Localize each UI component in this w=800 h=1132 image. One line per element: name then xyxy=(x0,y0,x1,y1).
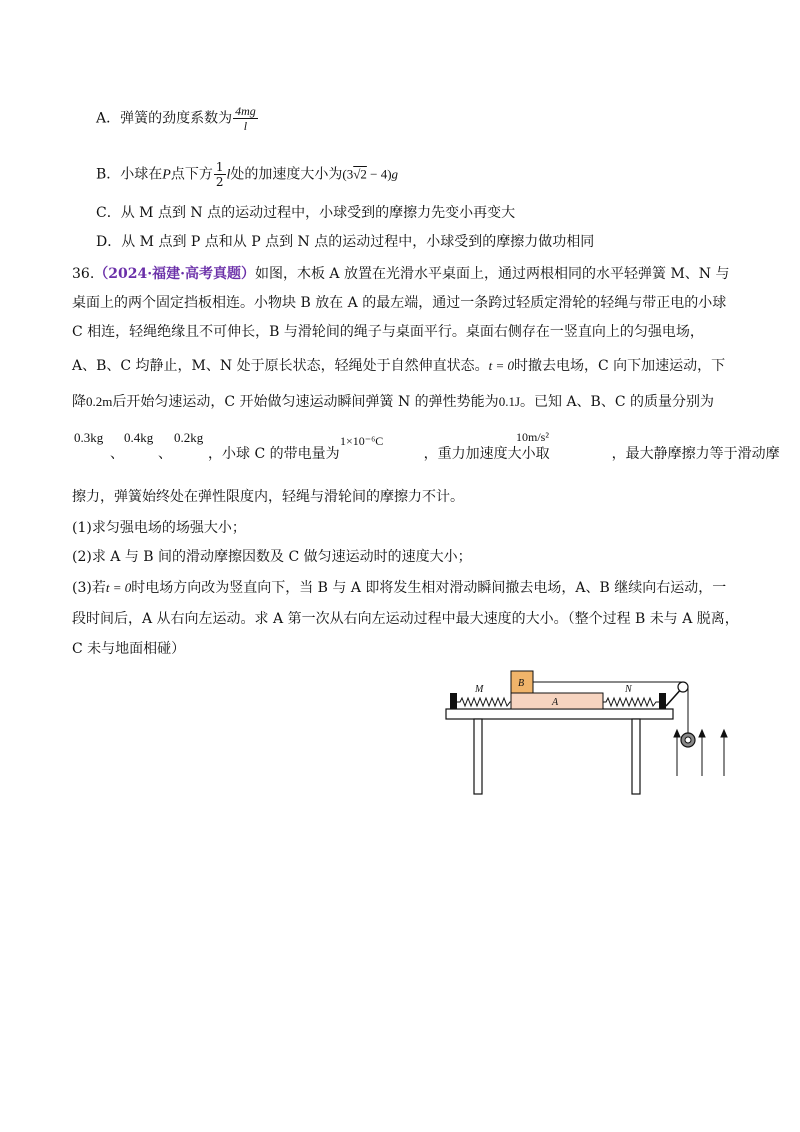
sub-question-3-line-2: 段时间后，A 从右向左运动。求 A 第一次从右向左运动过程中最大速度的大小。（整个过程 B 未与 A 脱离， xyxy=(72,611,739,627)
fraction-4mg-over-l: $\frac{4mg}{l}$ xyxy=(235,104,256,133)
question-36-line-6: 、 、 ，小球 C 的带电量为 ，重力加速度大小取 ，最大静摩擦力等于滑动摩 xyxy=(110,446,780,462)
right-stopper xyxy=(659,693,666,709)
time-zero: t = 0 xyxy=(488,358,514,373)
question-36-line-2: 桌面上的两个固定挡板相连。小物块 B 放在 A 的最左端，通过一条跨过轻质定滑轮的轻绳与带正电的小球 xyxy=(72,295,727,311)
fraction-one-half: $\frac{1}{2}$ xyxy=(215,160,224,189)
label-m: M xyxy=(475,684,484,695)
table-leg-right xyxy=(632,719,640,794)
option-b: B．小球在P点下方 $\frac{1}{2}$ l处的加速度大小为(3√2 − 4)g xyxy=(96,160,399,189)
left-stopper xyxy=(450,693,457,709)
option-a xyxy=(96,104,259,133)
charge-value: 1×10⁻⁶C xyxy=(340,434,384,448)
label-a: A xyxy=(552,697,559,708)
gravity-value: 10m/s² xyxy=(516,430,549,444)
pulley xyxy=(678,682,688,692)
table-top xyxy=(446,709,673,719)
option-c: C．从 M 点到 N 点的运动过程中，小球受到的摩擦力先变小再变大 xyxy=(96,205,516,221)
physics-figure xyxy=(440,668,740,798)
mass-c: 0.2kg xyxy=(174,430,204,445)
option-a-text: A．弹簧的劲度系数为 xyxy=(96,110,233,127)
question-36-line-4: A、B、C 均静止，M、N 处于原长状态，轻绳处于自然伸直状态。t = 0时撤去电场，C 向下加速运动，下 xyxy=(72,358,726,374)
label-n: N xyxy=(625,684,632,695)
sub-question-2: (2)求 A 与 B 间的滑动摩擦因数及 C 做匀速运动时的速度大小； xyxy=(72,549,472,565)
question-36-line-5: 降0.2m后开始匀速运动，C 开始做匀速运动瞬间弹簧 N 的弹性势能为0.1J。已知 A、B、C 的质量分别为 xyxy=(72,394,715,410)
sub-question-3-line-3: C 未与地面相碰） xyxy=(72,641,186,657)
question-source-tag: （2024·福建·高考真题） xyxy=(94,266,255,282)
label-b: B xyxy=(518,678,525,689)
mass-a: 0.3kg xyxy=(74,430,104,445)
table-leg-left xyxy=(474,719,482,794)
question-36-line-1: 36.（2024·福建·高考真题）如图，木板 A 放置在光滑水平桌面上，通过两根相同的水平轻弹簧 M、N 与 xyxy=(72,266,730,282)
question-number: 36. xyxy=(72,266,95,282)
sub-question-3-line-1: (3)若t = 0时电场方向改为竖直向下，当 B 与 A 即将发生相对滑动瞬间撤去电场，A、B 继续向右运动，一 xyxy=(72,580,727,596)
sub-question-1: (1)求匀强电场的场强大小； xyxy=(72,520,246,536)
distance-value: 0.2m xyxy=(86,394,113,409)
option-d: D．从 M 点到 P 点和从 P 点到 N 点的运动过程中，小球受到的摩擦力做功相同 xyxy=(96,234,595,250)
spring-n xyxy=(603,698,659,706)
spring-m xyxy=(457,698,511,706)
question-36-line-3: C 相连，轻绳绝缘且不可伸长，B 与滑轮间的绳子与桌面平行。桌面右侧存在一竖直向上的匀强电场， xyxy=(72,324,704,340)
mass-b: 0.4kg xyxy=(124,430,154,445)
energy-value: 0.1J xyxy=(498,394,520,409)
question-36-line-7: 擦力，弹簧始终处在弹性限度内，轻绳与滑轮间的摩擦力不计。 xyxy=(72,489,464,505)
